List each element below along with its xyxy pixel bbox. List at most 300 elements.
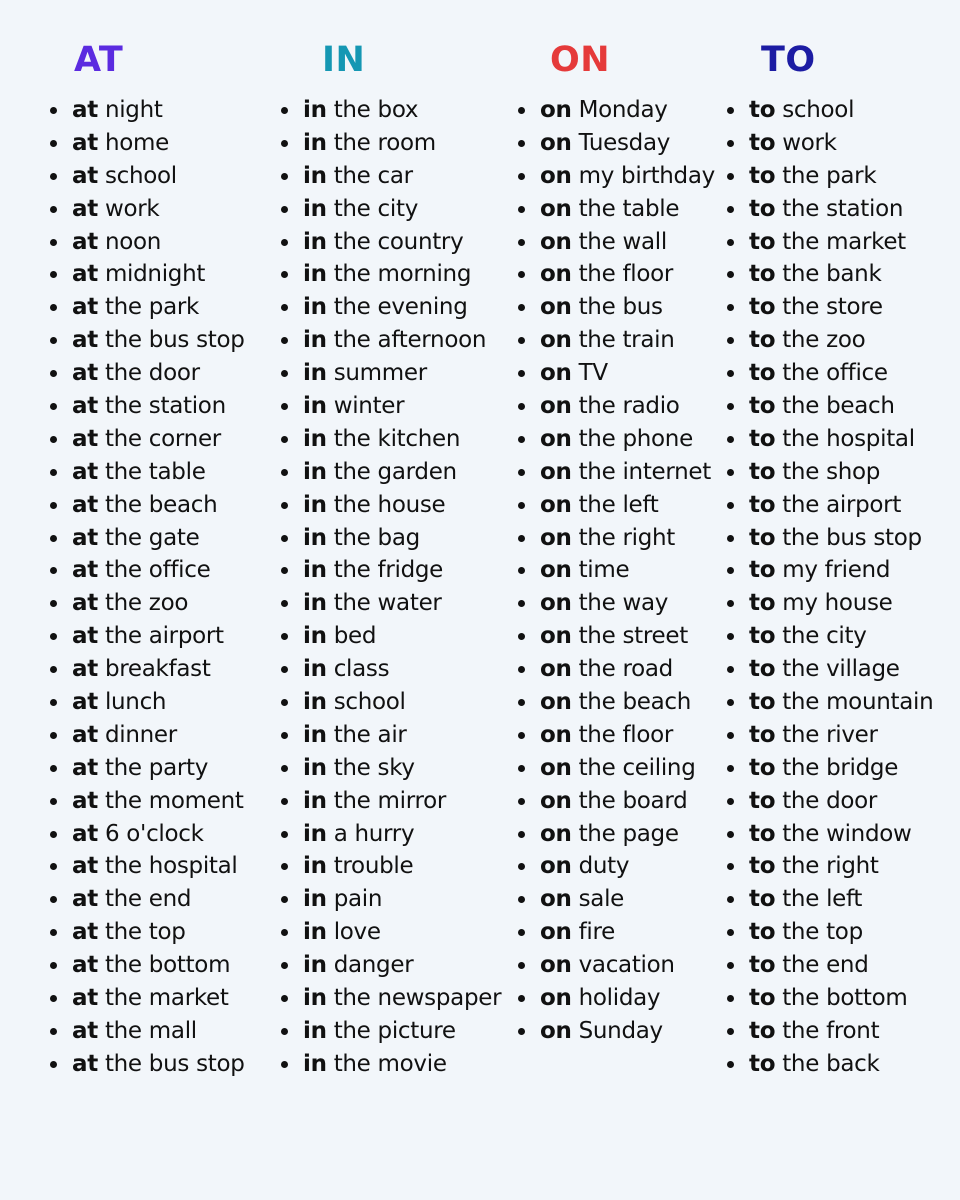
bullet-icon bbox=[518, 831, 525, 838]
phrase-text: class bbox=[333, 656, 390, 683]
preposition: to bbox=[749, 656, 776, 683]
phrase-text: the phone bbox=[578, 425, 693, 452]
bullet-icon bbox=[281, 535, 288, 542]
bullet-icon bbox=[50, 107, 57, 114]
list-item bbox=[50, 94, 245, 127]
phrase-text: the office bbox=[782, 360, 888, 387]
preposition: to bbox=[749, 195, 776, 222]
preposition: at bbox=[72, 458, 98, 485]
preposition: at bbox=[72, 853, 98, 880]
phrase-text: school bbox=[782, 97, 855, 123]
phrase-text: summer bbox=[333, 360, 427, 387]
preposition: at bbox=[72, 228, 98, 255]
bullet-icon bbox=[518, 732, 525, 739]
preposition: to bbox=[749, 524, 776, 551]
preposition: in bbox=[303, 919, 327, 946]
list-item bbox=[727, 686, 933, 719]
bullet-icon bbox=[50, 239, 57, 246]
list-item bbox=[50, 489, 245, 522]
phrase-text: the end bbox=[104, 886, 192, 913]
phrase-text: a hurry bbox=[333, 820, 415, 847]
bullet-icon bbox=[727, 1061, 734, 1068]
bullet-icon bbox=[50, 600, 57, 607]
list-item bbox=[50, 719, 245, 752]
phrase-text: the beach bbox=[578, 689, 692, 716]
bullet-icon bbox=[281, 206, 288, 213]
bullet-icon bbox=[518, 140, 525, 147]
bullet-icon bbox=[727, 469, 734, 476]
phrase-text: the bank bbox=[782, 261, 882, 288]
list-item bbox=[50, 127, 245, 160]
list-item bbox=[727, 357, 933, 390]
preposition: on bbox=[540, 524, 572, 551]
list-item bbox=[727, 719, 933, 752]
preposition: to bbox=[749, 820, 776, 847]
preposition: in bbox=[303, 195, 327, 222]
preposition: in bbox=[303, 1017, 327, 1044]
list-item bbox=[50, 193, 245, 226]
list-item bbox=[518, 226, 715, 259]
preposition: on bbox=[540, 228, 572, 255]
preposition: in bbox=[303, 327, 327, 354]
bullet-icon bbox=[518, 929, 525, 936]
bullet-icon bbox=[727, 337, 734, 344]
preposition: on bbox=[540, 162, 572, 189]
bullet-icon bbox=[281, 929, 288, 936]
preposition: in bbox=[303, 261, 327, 288]
phrase-text: the bus stop bbox=[104, 327, 245, 354]
bullet-icon bbox=[727, 173, 734, 180]
preposition: at bbox=[72, 327, 98, 354]
list-item bbox=[727, 818, 933, 851]
phrase-text: Monday bbox=[578, 97, 668, 123]
list-item bbox=[281, 752, 501, 785]
phrase-text: school bbox=[104, 162, 177, 189]
phrase-text: sale bbox=[578, 886, 625, 913]
preposition: at bbox=[72, 820, 98, 847]
phrase-text: the store bbox=[782, 294, 883, 321]
bullet-icon bbox=[727, 567, 734, 574]
preposition: to bbox=[749, 754, 776, 781]
preposition: at bbox=[72, 787, 98, 814]
preposition: in bbox=[303, 721, 327, 748]
preposition: in bbox=[303, 952, 327, 979]
preposition: in bbox=[303, 97, 327, 123]
preposition: at bbox=[72, 294, 98, 321]
preposition: to bbox=[749, 1017, 776, 1044]
phrase-text: holiday bbox=[578, 985, 661, 1012]
bullet-icon bbox=[50, 633, 57, 640]
phrase-text: the market bbox=[104, 985, 229, 1012]
preposition: at bbox=[72, 393, 98, 420]
list-item bbox=[281, 653, 501, 686]
bullet-icon bbox=[281, 600, 288, 607]
list-item bbox=[518, 489, 715, 522]
phrase-text: the car bbox=[333, 162, 413, 189]
phrase-text: midnight bbox=[104, 261, 206, 288]
phrase-text: the park bbox=[782, 162, 877, 189]
list-item bbox=[281, 226, 501, 259]
list-item bbox=[518, 785, 715, 818]
preposition: on bbox=[540, 820, 572, 847]
preposition: in bbox=[303, 754, 327, 781]
bullet-icon bbox=[281, 995, 288, 1002]
bullet-icon bbox=[281, 567, 288, 574]
phrase-text: 6 o'clock bbox=[104, 820, 204, 847]
bullet-icon bbox=[50, 962, 57, 969]
bullet-icon bbox=[50, 140, 57, 147]
phrase-text: the water bbox=[333, 590, 442, 617]
bullet-icon bbox=[281, 732, 288, 739]
bullet-icon bbox=[518, 469, 525, 476]
phrase-text: the floor bbox=[578, 261, 674, 288]
phrase-text: the door bbox=[782, 787, 878, 814]
phrase-text: love bbox=[333, 919, 381, 946]
bullet-icon bbox=[518, 863, 525, 870]
bullet-icon bbox=[281, 403, 288, 410]
preposition: on bbox=[540, 919, 572, 946]
phrase-text: my friend bbox=[782, 557, 891, 584]
list-item bbox=[518, 949, 715, 982]
phrase-text: the window bbox=[782, 820, 912, 847]
bullet-icon bbox=[281, 633, 288, 640]
phrase-text: my birthday bbox=[578, 162, 715, 189]
preposition: at bbox=[72, 97, 98, 123]
phrase-text: the door bbox=[104, 360, 200, 387]
column-on bbox=[518, 38, 715, 1048]
phrase-text: the table bbox=[578, 195, 680, 222]
phrase-text: the moment bbox=[104, 787, 244, 814]
bullet-icon bbox=[281, 863, 288, 870]
phrase-text: the radio bbox=[578, 393, 680, 420]
phrase-text: the house bbox=[333, 491, 446, 518]
preposition: in bbox=[303, 820, 327, 847]
preposition: in bbox=[303, 129, 327, 156]
phrase-text: the top bbox=[104, 919, 186, 946]
bullet-icon bbox=[281, 502, 288, 509]
list-item bbox=[281, 686, 501, 719]
list-item bbox=[50, 324, 245, 357]
phrase-list-on bbox=[518, 94, 715, 1048]
list-item bbox=[281, 423, 501, 456]
bullet-icon bbox=[727, 666, 734, 673]
preposition: at bbox=[72, 129, 98, 156]
bullet-icon bbox=[281, 831, 288, 838]
preposition: in bbox=[303, 886, 327, 913]
preposition: at bbox=[72, 1017, 98, 1044]
preposition: to bbox=[749, 721, 776, 748]
phrase-text: the left bbox=[782, 886, 863, 913]
list-item bbox=[50, 357, 245, 390]
list-item bbox=[50, 686, 245, 719]
phrase-text: vacation bbox=[578, 952, 675, 979]
preposition: on bbox=[540, 886, 572, 913]
preposition: on bbox=[540, 557, 572, 584]
phrase-text: the garden bbox=[333, 458, 457, 485]
preposition: on bbox=[540, 952, 572, 979]
preposition: at bbox=[72, 721, 98, 748]
bullet-icon bbox=[518, 567, 525, 574]
preposition: in bbox=[303, 689, 327, 716]
list-item bbox=[281, 916, 501, 949]
list-item bbox=[727, 850, 933, 883]
list-item bbox=[518, 883, 715, 916]
preposition: at bbox=[72, 261, 98, 288]
phrase-text: the shop bbox=[782, 458, 881, 485]
bullet-icon bbox=[281, 962, 288, 969]
phrase-text: the gate bbox=[104, 524, 200, 551]
preposition: at bbox=[72, 524, 98, 551]
list-item bbox=[518, 916, 715, 949]
phrase-list-at bbox=[50, 94, 245, 1081]
phrase-text: danger bbox=[333, 952, 414, 979]
bullet-icon bbox=[50, 831, 57, 838]
list-item bbox=[281, 949, 501, 982]
bullet-icon bbox=[518, 436, 525, 443]
preposition: on bbox=[540, 721, 572, 748]
bullet-icon bbox=[518, 403, 525, 410]
preposition: on bbox=[540, 129, 572, 156]
phrase-text: the beach bbox=[104, 491, 218, 518]
preposition: at bbox=[72, 656, 98, 683]
list-item bbox=[281, 883, 501, 916]
list-item bbox=[281, 94, 501, 127]
preposition: to bbox=[749, 228, 776, 255]
phrase-text: the hospital bbox=[104, 853, 238, 880]
bullet-icon bbox=[281, 469, 288, 476]
list-item bbox=[281, 1048, 501, 1081]
phrase-text: the room bbox=[333, 129, 436, 156]
list-item bbox=[518, 818, 715, 851]
preposition: at bbox=[72, 360, 98, 387]
phrase-text: the end bbox=[782, 952, 869, 979]
bullet-icon bbox=[281, 239, 288, 246]
preposition: in bbox=[303, 853, 327, 880]
bullet-icon bbox=[518, 107, 525, 114]
phrase-text: the newspaper bbox=[333, 985, 502, 1012]
phrase-text: the mountain bbox=[782, 689, 934, 716]
bullet-icon bbox=[518, 502, 525, 509]
phrase-text: fire bbox=[578, 919, 615, 946]
list-item bbox=[727, 127, 933, 160]
phrase-text: the city bbox=[782, 623, 867, 650]
list-item bbox=[50, 160, 245, 193]
bullet-icon bbox=[518, 304, 525, 311]
preposition: to bbox=[749, 985, 776, 1012]
list-item bbox=[518, 850, 715, 883]
preposition: at bbox=[72, 1050, 98, 1077]
list-item bbox=[281, 1015, 501, 1048]
bullet-icon bbox=[50, 304, 57, 311]
preposition: on bbox=[540, 787, 572, 814]
list-item bbox=[50, 620, 245, 653]
list-item bbox=[727, 94, 933, 127]
phrase-text: the bus stop bbox=[104, 1050, 245, 1077]
phrase-list-in bbox=[281, 94, 501, 1081]
column-to bbox=[727, 38, 933, 1081]
bullet-icon bbox=[281, 436, 288, 443]
preposition: on bbox=[540, 294, 572, 321]
list-item bbox=[50, 1015, 245, 1048]
list-item bbox=[518, 423, 715, 456]
column-heading-in: IN bbox=[322, 40, 366, 80]
list-item bbox=[281, 522, 501, 555]
phrase-text: the hospital bbox=[782, 425, 915, 452]
list-item bbox=[281, 160, 501, 193]
preposition: to bbox=[749, 129, 776, 156]
list-item bbox=[727, 160, 933, 193]
bullet-icon bbox=[50, 863, 57, 870]
list-item bbox=[50, 258, 245, 291]
preposition: to bbox=[749, 952, 776, 979]
phrase-text: the bus bbox=[578, 294, 663, 321]
bullet-icon bbox=[50, 995, 57, 1002]
list-item bbox=[518, 1015, 715, 1048]
bullet-icon bbox=[281, 370, 288, 377]
bullet-icon bbox=[50, 896, 57, 903]
bullet-icon bbox=[281, 271, 288, 278]
preposition: at bbox=[72, 557, 98, 584]
list-item bbox=[727, 883, 933, 916]
phrase-text: the beach bbox=[782, 393, 895, 420]
phrase-text: work bbox=[782, 129, 837, 156]
preposition: on bbox=[540, 491, 572, 518]
preposition: at bbox=[72, 689, 98, 716]
preposition: to bbox=[749, 360, 776, 387]
list-item bbox=[518, 193, 715, 226]
list-item bbox=[281, 324, 501, 357]
bullet-icon bbox=[727, 962, 734, 969]
bullet-icon bbox=[518, 798, 525, 805]
list-item bbox=[50, 522, 245, 555]
phrase-text: the ceiling bbox=[578, 754, 696, 781]
list-item bbox=[727, 390, 933, 423]
bullet-icon bbox=[518, 600, 525, 607]
list-item bbox=[727, 456, 933, 489]
preposition: at bbox=[72, 919, 98, 946]
column-at bbox=[50, 38, 245, 1081]
bullet-icon bbox=[518, 173, 525, 180]
preposition: in bbox=[303, 425, 327, 452]
preposition: to bbox=[749, 886, 776, 913]
phrase-text: the party bbox=[104, 754, 209, 781]
bullet-icon bbox=[727, 1028, 734, 1035]
preposition: in bbox=[303, 557, 327, 584]
list-item bbox=[50, 752, 245, 785]
list-item bbox=[518, 554, 715, 587]
bullet-icon bbox=[727, 995, 734, 1002]
list-item bbox=[281, 357, 501, 390]
bullet-icon bbox=[50, 469, 57, 476]
phrase-text: the afternoon bbox=[333, 327, 487, 354]
preposition: on bbox=[540, 261, 572, 288]
list-item bbox=[50, 785, 245, 818]
phrase-text: the bottom bbox=[782, 985, 908, 1012]
list-item bbox=[50, 982, 245, 1015]
preposition: at bbox=[72, 491, 98, 518]
phrase-text: breakfast bbox=[104, 656, 211, 683]
phrase-text: the bus stop bbox=[782, 524, 922, 551]
phrase-text: noon bbox=[104, 228, 162, 255]
list-item bbox=[727, 226, 933, 259]
bullet-icon bbox=[281, 304, 288, 311]
preposition: to bbox=[749, 97, 776, 123]
phrase-text: the right bbox=[782, 853, 879, 880]
list-item bbox=[50, 818, 245, 851]
bullet-icon bbox=[518, 666, 525, 673]
phrase-text: dinner bbox=[104, 721, 177, 748]
phrase-text: the village bbox=[782, 656, 900, 683]
list-item bbox=[518, 94, 715, 127]
bullet-icon bbox=[281, 699, 288, 706]
list-item bbox=[518, 719, 715, 752]
list-item bbox=[727, 193, 933, 226]
list-item bbox=[518, 160, 715, 193]
phrase-text: the mirror bbox=[333, 787, 447, 814]
bullet-icon bbox=[50, 436, 57, 443]
list-item bbox=[281, 818, 501, 851]
bullet-icon bbox=[518, 765, 525, 772]
list-item bbox=[281, 785, 501, 818]
phrase-text: Sunday bbox=[578, 1017, 663, 1044]
list-item bbox=[518, 127, 715, 160]
list-item bbox=[50, 949, 245, 982]
preposition: to bbox=[749, 393, 776, 420]
phrase-text: the river bbox=[782, 721, 878, 748]
preposition: on bbox=[540, 97, 572, 123]
bullet-icon bbox=[281, 1061, 288, 1068]
phrase-text: the way bbox=[578, 590, 669, 617]
preposition: on bbox=[540, 656, 572, 683]
bullet-icon bbox=[281, 666, 288, 673]
bullet-icon bbox=[50, 403, 57, 410]
bullet-icon bbox=[50, 173, 57, 180]
phrase-text: the park bbox=[104, 294, 200, 321]
preposition: to bbox=[749, 162, 776, 189]
bullet-icon bbox=[518, 239, 525, 246]
list-item bbox=[50, 1048, 245, 1081]
preposition: on bbox=[540, 623, 572, 650]
bullet-icon bbox=[281, 798, 288, 805]
preposition: on bbox=[540, 985, 572, 1012]
bullet-icon bbox=[727, 502, 734, 509]
list-item bbox=[50, 587, 245, 620]
preposition: on bbox=[540, 853, 572, 880]
bullet-icon bbox=[518, 271, 525, 278]
bullet-icon bbox=[727, 239, 734, 246]
phrase-text: work bbox=[104, 195, 160, 222]
preposition: on bbox=[540, 590, 572, 617]
list-item bbox=[50, 423, 245, 456]
phrase-text: the right bbox=[578, 524, 675, 551]
phrase-text: my house bbox=[782, 590, 893, 617]
phrase-text: Tuesday bbox=[578, 129, 671, 156]
bullet-icon bbox=[727, 403, 734, 410]
preposition: at bbox=[72, 590, 98, 617]
preposition: in bbox=[303, 656, 327, 683]
bullet-icon bbox=[50, 502, 57, 509]
phrase-text: the corner bbox=[104, 425, 221, 452]
preposition: on bbox=[540, 689, 572, 716]
phrase-text: the kitchen bbox=[333, 425, 461, 452]
list-item bbox=[281, 291, 501, 324]
preposition: to bbox=[749, 689, 776, 716]
phrase-text: the left bbox=[578, 491, 659, 518]
bullet-icon bbox=[281, 140, 288, 147]
bullet-icon bbox=[281, 896, 288, 903]
preposition: at bbox=[72, 952, 98, 979]
bullet-icon bbox=[727, 206, 734, 213]
